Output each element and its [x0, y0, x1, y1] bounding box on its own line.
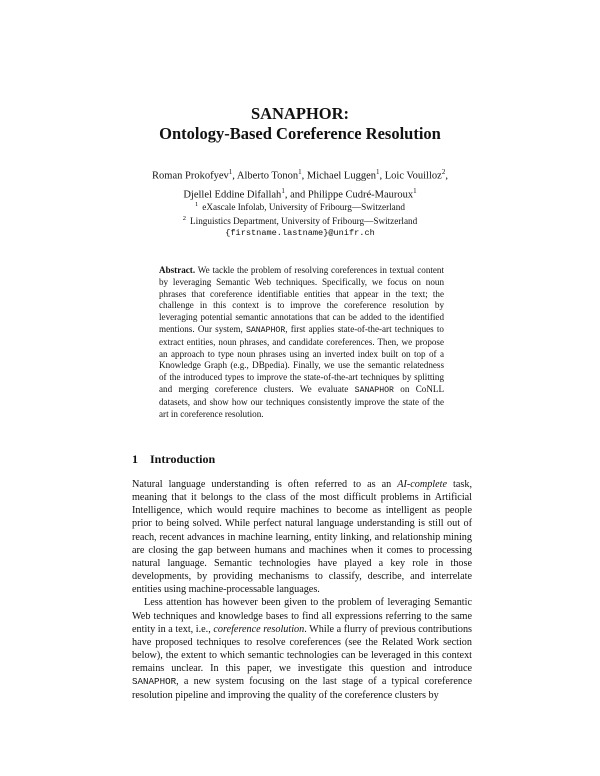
author-list — [90, 165, 510, 202]
author-separator: , and — [284, 189, 308, 200]
system-name: SANAPHOR — [132, 676, 177, 688]
author-separator: , — [445, 170, 448, 182]
title-line-1: SANAPHOR: — [250, 104, 350, 123]
author-affiliation-mark: 1 — [281, 186, 285, 195]
author-name: Philippe Cudré-Mauroux — [307, 189, 414, 200]
affiliation-number: 2 — [182, 215, 187, 223]
section-title: Introduction — [150, 452, 216, 466]
paragraph-text: task, meaning that it belongs to the class of the most difficult problems in Artificial Intelligence, which would require machines to become as intelligent as people prior to being solved. While perfect natural language understanding is still out of reach, recent advances in machine learning, entity linking, and relationship mining are closing the gap between humans and machines when it comes to processing natural language. Semantic technologies have played a key role in those developments, by providing mechanisms to classify, describe, and interrelate entities using machine-processable languages. — [132, 479, 473, 596]
author-affiliation-mark: 2 — [441, 168, 446, 176]
paragraph-text: Less attention has however been given to the problem of leveraging Semantic Web techniques and knowledge bases to find all expressions referring to the same entity in a text, i.e., — [132, 597, 472, 635]
author-affiliation-mark: 1 — [375, 168, 380, 176]
emphasis: coreference resolution — [213, 623, 305, 635]
affiliation-text: Linguistics Department, University of Fribourg—Switzerland — [190, 216, 418, 227]
paragraph-text: Natural language understanding is often referred to as an — [132, 479, 392, 490]
affiliations — [90, 199, 510, 239]
section-number: 1 — [132, 452, 138, 466]
abstract — [159, 265, 444, 420]
body-text — [132, 478, 472, 702]
emphasis: AI-complete — [397, 479, 448, 490]
author-name: Roman Prokofyev — [152, 170, 229, 182]
author-separator: , — [232, 170, 237, 182]
author-name: Michael Luggen — [306, 170, 376, 182]
paragraph-text: . While a flurry of previous contributions have proposed techniques to resolve coreferences (see the Related Work section below), the extent to which semantic technologies can be leveraged in this context remains unclear. In this paper, we investigate this question and introduce — [132, 623, 473, 675]
author-name: Loic Vouilloz — [384, 170, 442, 182]
abstract-label: Abstract. — [159, 265, 196, 275]
system-name: SANAPHOR — [354, 385, 394, 395]
author-affiliation-mark: 1 — [228, 168, 233, 176]
title-line-2: Ontology-Based Coreference Resolution — [159, 124, 441, 143]
author-affiliation-mark: 1 — [298, 168, 302, 176]
author-name: Djellel Eddine Difallah — [183, 189, 282, 200]
system-name: SANAPHOR — [245, 325, 286, 335]
affiliation-line — [90, 213, 510, 227]
section-heading — [132, 452, 472, 467]
abstract-text: , first applies state-of-the-art techniques to extract entities, noun phrases, and candidate coreferences. Then, we propose an approach to type noun phrases using an inverted index built on top of a Knowledge Graph (e.g., DBpedia). Finally, we use the semantic relatedness of the introduced types to improve the state-of-the-art techniques by splitting and merging coreference clusters. We evaluate — [159, 323, 444, 394]
paragraph-text: , a new system focusing on the last stage of a typical coreference resolution pipeline and improving the quality of the coreference clusters by — [132, 676, 472, 701]
paragraph — [132, 596, 472, 701]
contact-email: {firstname.lastname}@unifr.ch — [225, 228, 375, 239]
author-name: Alberto Tonon — [236, 170, 299, 182]
abstract-text: We tackle the problem of resolving coreferences in textual content by leveraging Semantic Web techniques. Specifically, we focus on noun phrases that coreference identifiable entities that appear in the text; the challenge in this context is to improve the coreference resolution by leveraging potential semantic annotations that can be added to the identified mentions. Our system, — [159, 265, 445, 334]
author-separator: , — [301, 170, 307, 182]
affiliation-line — [90, 199, 510, 213]
author-separator: , — [379, 170, 385, 182]
affiliation-text: eXascale Infolab, University of Fribourg—Switzerland — [202, 202, 405, 213]
paragraph — [132, 478, 472, 596]
affiliation-number: 1 — [195, 201, 199, 208]
author-affiliation-mark: 1 — [413, 186, 417, 195]
abstract-text: on CoNLL datasets, and show how our techniques consistently improve the state of the art in coreference resolution. — [159, 383, 444, 419]
